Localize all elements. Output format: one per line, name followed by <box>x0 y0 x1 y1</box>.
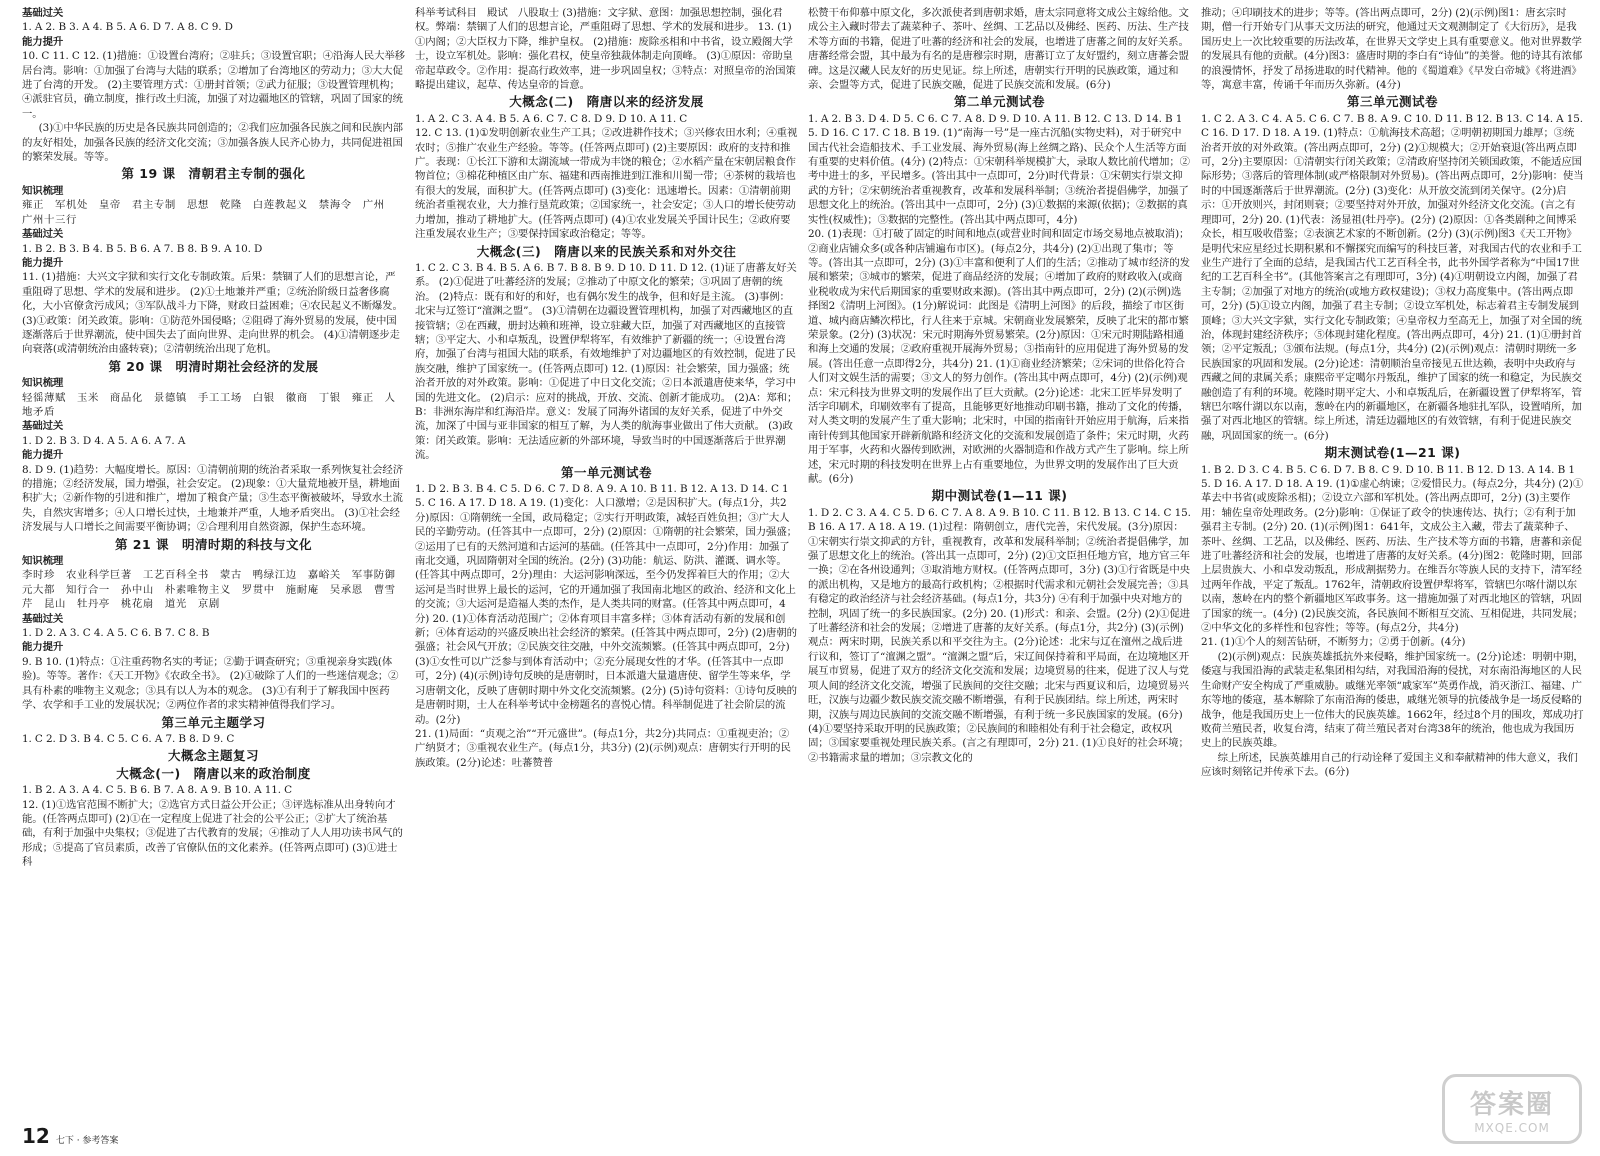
section-subheading: 能力提升 <box>22 641 64 654</box>
watermark-logo <box>1442 1074 1582 1144</box>
answer-line: 1. B 2. D 3. C 4. B 5. C 6. D 7. B 8. C 9. D 10. B 11. B 12. D 13. A 14. B 15. D 16. A 17. D 18. A 19. (1)①虚心纳谏；②爱惜民力。(每点2分，共4分) (2)①革去中书省(或废除丞相)；②设立六部和军机处。(答出两点即可，2分) (3)主要作用：辅佐皇帝处理政务。(2分)影响：①保证了政令的快速传达、执行；②有利于加强君主专制。(2分) 20. (1)(示例)图1：641年，文成公主入藏，带去了蔬菜种子、茶叶、丝绸、工艺品，以及佛经、医药、历法、生产技术等方面的书籍，唐蕃和亲促进了吐蕃经济和社会的发展，也增进了唐蕃的友好关系。(4分)图2：乾隆时期，回部上层贵族大、小和卓发动叛乱，形成割据势力。在维吾尔等族人民的支持下，清军经过两年作战，平定了叛乱。1762年，清朝政府设置伊犁将军，管辖巴尔喀什湖以东以南，葱岭在内的整个新疆地区军政事务。这一措施加强了对西北地区的管辖，巩固了国家的统一。(4分) (2)民族交流，各民族间不断相互交流、互相促进，共同发展；②中华文化的多样性和包容性；等等。(每点2分，共4分) <box>1201 463 1584 635</box>
text-column-3 <box>808 6 1191 1156</box>
answer-paragraph: 8. D 9. (1)趋势：大幅度增长。原因：①清朝前期的统治者采取一系列恢复社会经济的措施；②经济发展，国力增强，社会安定。 (2)现象：①大量荒地被开垦，耕地面积扩大；②新作物的引进和推广，增加了粮食产量；③生态平衡被破坏，导致水土流失，自然灾害增多；④人口增长过快，土地兼并严重，人地矛盾突出。 (3)①社会经济发展与人口增长之间需要平衡协调；②合理利用自然资源，保护生态环境。 <box>22 463 403 534</box>
page-number: 12 <box>22 1124 50 1148</box>
section-heading: 大概念主题复习 <box>167 748 259 764</box>
section-heading: 第二单元测试卷 <box>953 94 1045 110</box>
answer-line: 1. D 2. C 3. A 4. C 5. D 6. C 7. A 8. A 9. B 10. C 11. B 12. B 13. C 14. C 15. B 16. A 17. A 18. A 19. (1)过程：隋朝创立，唐代完善，宋代发展。(3分)原因：①宋朝实行崇文抑武的方针，重视教育，改革和发展科举制；②统治者提倡佛学，加强了思想文化上的统治。(答出其一点即可，2分) (2)①文臣担任地方官，地方官三年一换；②在各州设通判；③取消地方财权。(任答两点即可，3分) (3)①行省既是中央的派出机构，又是地方的最高行政机构；②根据时代需求和元朝社会发展完善；③具有稳定的政治经济与社会经济基础。(每点1分，共3分) ④有利于加强中央对地方的控制，巩固了统一的多民族国家。(2分) 20. (1)形式：和亲、会盟。(2分) (2)①促进了吐蕃经济和社会的发展；②增进了唐蕃的友好关系。(每点1分，共2分) (3)(示例)观点：两宋时期，民族关系以和平交往为主。(2分)论述：北宋与辽在澶州之战后进行议和，签订了“澶渊之盟”。“澶渊之盟”后，宋辽间保持着和平局面，在边境地区开展互市贸易，促进了双方的经济文化交流和发展；边境贸易的往来，促进了汉人与党项人间的经济文化交流，增强了民族间的交往交融；北宋与西夏议和后，边境贸易兴旺，汉族与边疆少数民族交流交融不断增强，有利于民族团结。综上所述，两宋时期，汉族与周边民族间的交流交融不断增强，有利于统一多民族国家的发展。(6分) <box>808 506 1191 721</box>
section-subheading: 基础过关 <box>22 7 64 19</box>
answer-line: 1. D 2. B 3. B 4. C 5. D 6. C 7. D 8. A 9. A 10. B 11. B 12. A 13. D 14. C 15. C 16. A 17. D 18. A 19. (1)变化：人口激增；②是因积扩大。(每点1分，共2分)原因：①隋朝统一全国，政局稳定；②实行开明政策，减轻百姓负担；③广大人民的辛勤劳动。(任答其中一点即可，2分) (2)原因：①隋朝的社会繁荣，国力强盛；②运用了已有的天然河道和古运河的基础。(任答其中一点即可，2分)作用：加强了南北交通，巩固隋朝对全国的统治。(2分) (3)功能：航运、防洪、灌溉、调水等。(任答其中两点即可，2分)理由：大运河影响深远，至今仍发挥着巨大的作用；②大运河是当时世界上最长的运河，它的开通加强了我国南北地区的政治、经济和文化上的交流；③大运河是造福人类的杰作，是人类共同的财富。(任答其中两点即可，4分) 20. (1)①体育活动范围广；②体育项目丰富多样；③体育活动有新的发展和创新；④体育运动的兴盛反映出社会经济的繁荣。(任答其中两点即可，2分) (2)唐朝的强盛；社会风气开放；②民族交往交融，中外交流频繁。(任答其中两点即可，2分) (3)①女性可以广泛参与到体育活动中；②充分展现女性的才华。(任答其中一点即可，2分) (4)(示例)诗句反映的是唐朝时，日本派遣大量遣唐使、留学生等来华，学习唐朝文化，反映了唐朝时期中外文化交流频繁。(2分) (5)诗句资料：①诗句反映的是唐朝时期，士人在科举考试中金榜题名的喜悦心情。科举制促进了社会阶层的流动。(2分) <box>415 483 797 726</box>
answer-paragraph: 11. (1)措施：大兴文字狱和实行文化专制政策。后果：禁锢了人们的思想言论，严重阻碍了思想、学术的发展和进步。 (2)①土地兼并严重；②统治阶级日益奢侈腐化，大小官僚贪污成风；③军队战斗力下降，财政日益困难；④农民起义不断爆发。 (3)①政策：闭关政策。影响：①防范外国侵略；②阻碍了海外贸易的发展，使中国逐渐落后于世界潮流，使中国失去了面向世界、走向世界的机会。 (4)①清朝逐步走向衰落(或清朝统治由盛转衰)；②清朝统治出现了危机。 <box>22 271 403 356</box>
answer-paragraph: (3)①中华民族的历史是各民族共同创造的；②我们应加强各民族之间和民族内部的友好相处，加强各民族的经济文化交流；③加强各族人民齐心协力，共同促进祖国的繁荣发展。等等。 <box>22 122 403 164</box>
answer-line: 1. B 2. A 3. A 4. C 5. B 6. B 7. A 8. A 9. B 10. A 11. C <box>22 784 292 797</box>
keyword-list: 李时珍 农业科学巨著 工艺百科全书 蒙古 鸭绿江边 嘉峪关 军事防御 元大都 知行合一 孙中山 朴素唯物主义 罗贯中 施耐庵 吴承恩 曹雪芹 昆山 牡丹亭 桃花扇 道光 京剧 <box>22 569 407 611</box>
answer-paragraph: 松赞干布仰慕中原文化，多次派使者到唐朝求婚，唐太宗同意将文成公主嫁给他。文成公主入藏时带去了蔬菜种子、茶叶、丝绸、工艺品以及佛经、医药、历法、生产技术等方面的书籍，促进了吐蕃的经济和社会的发展，也增进了唐蕃之间的友好关系。唐蕃经常会盟，其中最为有名的是唐穆宗时期，唐蕃订立了友好盟约，刻立唐蕃会盟碑。这是汉藏人民友好的历史见证。综上所述，唐朝实行开明的民族政策，通过和亲、会盟等方式，促进了民族交融，促进了民族交流和发展。(6分) <box>808 7 1189 92</box>
text-column-1 <box>22 6 405 1156</box>
answer-line: 1. A 2. B 3. D 4. D 5. C 6. C 7. A 8. D 9. D 10. A 11. B 12. C 13. D 14. B 15. D 16. C 17. C 18. B 19. (1)“南海一号”是一座古沉船(实物史料)，对于研究中国古代社会造船技术、手工业发展、海外贸易(海上丝绸之路)、民众个人生活等方面有重要的史料价值。(4分) (2)特点：①宋朝科举规模扩大，录取人数比前代增加；②考中进士的多，平民增多。(答出其中一点即可，2分)时代背景：①宋朝实行崇文抑武的方针；②宋朝统治者重视教育，改革和发展科举制；③统治者提倡佛学，加强了思想文化上的统治。(答出其中一点即可，2分) (3)①数据的来源(依据)；②数据的真实性(权威性)；③数据的完整性。(答出其中两点即可，4分) <box>808 112 1190 226</box>
section-subheading: 能力提升 <box>22 256 64 269</box>
section-subheading: 知识梳理 <box>22 184 64 197</box>
answer-line: 1. C 2. D 3. B 4. C 5. C 6. A 7. B 8. D 9. C <box>22 732 235 745</box>
page-footer <box>22 1124 118 1148</box>
text-column-4 <box>1201 6 1584 1156</box>
answer-paragraph: 10. C 11. C 12. (1)措施：①设置台湾府；②驻兵；③设置官职；④沿海人民大举移居台湾。影响：①加强了台湾与大陆的联系；②增加了台湾地区的劳动力；③大大促进了台湾的开发。 (2)主要管理方式：①册封首领；②武力征服；③设置管理机构；④派驻官员，确立制度，推行改土归流，加强了对边疆地区的管辖，巩固了国家的统一。 <box>22 50 405 120</box>
section-subheading: 知识梳理 <box>22 377 64 390</box>
section-subheading: 基础过关 <box>22 228 64 241</box>
answer-line: 1. D 2. B 3. D 4. A 5. A 6. A 7. A <box>22 434 186 447</box>
section-heading: 大概念(三) 隋唐以来的民族关系和对外交往 <box>476 243 737 259</box>
section-heading: 期末测试卷(1—21 课) <box>1324 445 1461 461</box>
answer-line: 1. C 2. A 3. C 4. A 5. C 6. C 7. B 8. A 9. C 10. D 11. B 12. B 13. C 14. A 15. C 16. D 17. D 18. A 19. (1)特点：①航海技术高超；②明朝初期国力雄厚；③统治者开放的对外政策。(答出两点即可，2分) (2)①规模大；②开始衰退(答出两点即可，2分)主要原因：①清朝实行闭关政策；②清政府坚持闭关锁国政策，不能适应国际形势；③落后的管理体制(或严格限制对外贸易)。(答出两点即可，2分)影响：使当时的中国逐渐落后于世界潮流。(2分) (3)变化：从开放交流到闭关保守。(2分)启示：①开放则兴，封闭则衰；②要坚持对外开放，加强对外经济文化交流。(言之有理即可，2分) 20. (1)代表：汤显祖(牡丹亭)。(2分) (2)原因：①各类剧种之间博采众长，相互吸收借鉴；②表演艺术家的不断创新。(2分) (3)(示例)图3《天工开物》是明代宋应星经过长期积累和不懈探究而编写的科技巨著，对我国古代的农业和手工业生产进行了全面的总结，是我国古代工艺百科全书，此书外国学者称为“中国17世纪的工艺百科全书”。(其他答案言之有理即可，3分) (4)①明朝设立内阁，加强了君主专制；②加强了对地方的统治(或地方政权建设)；③权力高度集中。(答出两点即可，2分) (5)①设立内阁，加强了君主专制；②设立军机处，标志着君主专制发展到顶峰；③大兴文字狱，实行文化专制政策；④皇帝权力至高无上，加强了对全国的统治，体现封建经济秩序；⑤体现封建化程度。(答出两点即可，4分) 21. (1)①册封首领；②平定叛乱；③颁布法规。(每点1分，共4分) (2)(示例)观点：清朝时期统一多民族国家的巩固和发展。(2分)论述：清朝顺治皇帝接见五世达赖，表明中央政府与西藏之间的隶属关系；康熙帝平定噶尔丹叛乱，维护了国家的统一和稳定，为民族交融创造了有利的环境。乾隆时期平定大、小和卓叛乱后，在新疆设置了伊犁将军，管辖巴尔喀什湖以东以南，葱岭在内的新疆地区，在新疆各地驻扎军队，设置哨所，加强了对西北地区的管辖。综上所述，清廷边疆地区的有效管辖，有利于促进民族交融，巩固国家的统一。(6分) <box>1201 112 1584 442</box>
section-subheading: 基础过关 <box>22 612 64 625</box>
section-heading: 第一单元测试卷 <box>560 464 652 480</box>
section-heading: 大概念(二) 隋唐以来的经济发展 <box>509 94 704 110</box>
section-subheading: 能力提升 <box>22 35 64 48</box>
section-subheading: 能力提升 <box>22 449 64 462</box>
page-footer-note: 七下 · 参考答案 <box>55 1136 119 1146</box>
answer-line: 1. D 2. A 3. C 4. A 5. C 6. B 7. C 8. B <box>22 627 210 640</box>
answer-line: 1. B 2. B 3. B 4. B 5. B 6. A 7. B 8. B 9. A 10. D <box>22 242 263 255</box>
section-subheading: 知识梳理 <box>22 555 64 568</box>
section-heading: 第三单元测试卷 <box>1346 94 1438 110</box>
answer-paragraph: 21. (1)局面：“贞观之治”“开元盛世”。(每点1分，共2分)共同点：①重视吏治；②广纳贤才；③重视农业生产。(每点1分，共3分) (2)(示例)观点：唐朝实行开明的民族政策。(2分)论述：吐蕃赞普 <box>415 727 791 769</box>
answer-paragraph: 1. C 2. C 3. B 4. B 5. A 6. B 7. B 8. B 9. D 10. D 11. D 12. (1)证了唐蕃友好关系。 (2)①促进了吐蕃经济的发展；②推动了中原文化的繁荣；③巩固了唐朝的统治。 (2)特点：既有和好的和好，也有偶尔发生的战争，但和好是主流。 (3)事例：北宋与辽签订“澶渊之盟”。 (3)①清朝在边疆设置管理机构，加强了对西藏地区的直接管辖；②在西藏，册封达赖和班禅，设立驻藏大臣，加强了对西藏地区的直接管辖；③平定大、小和卓叛乱，设置伊犁将军，有效维护了新疆的统一；④设置台湾府，加强了台湾与祖国大陆的联系，有效地维护了对边疆地区的有效控制，促进了民族交融，维护了国家统一。(任答两点即可) 12. (1)原因：社会繁荣，国力强盛；统治者开放的对外政策。影响：①促进了中日文化交流；②日本派遣唐使来华，学习中国的先进文化。 (2)启示：应对的挑战，开放、交流、创新才能成功。 (2)A：郑和；B：非洲东海岸和红海沿岸。意义：发展了同海外诸国的友好关系，促进了中外交流，加深了中国与亚非国家的相互了解，为人类的航海事业做出了伟大贡献。 (3)政策：闭关政策。影响：无法适应新的外部环境，导致当时的中国逐渐落后于世界潮流。 <box>415 261 798 462</box>
section-heading: 第 20 课 明清时期社会经济的发展 <box>108 358 319 374</box>
section-heading: 第 19 课 清朝君主专制的强化 <box>121 166 306 182</box>
watermark-sub-text: MXQE.COM <box>1474 1120 1550 1135</box>
section-heading: 第三单元主题学习 <box>161 714 266 730</box>
answer-paragraph: 9. B 10. (1)特点：①注重药物名实的考证；②勤于调查研究；③重视亲身实践(体验)。等等。著作：《天工开物》《农政全书》。 (2)①破除了人们的一些迷信观念；②具有朴素的唯物主义观念；③具有以人为本的观念。 (3)①有利于了解我国中医药学、农学和手工业的发展状况；②两位作者的求实精神值得我们学习。 <box>22 655 399 712</box>
answer-paragraph: 12. (1)①选官范围不断扩大；②选官方式日益公开公正；③评选标准从出身转向才能。(任答两点即可) (2)①在一定程度上促进了社会的公平公正；②扩大了统治基础，有利于加强中央集权；③促进了古代教育的发展；④推动了人人用功读书风气的形成；⑤提高了官员素质，改善了官僚队伍的文化素养。(任答两点即可) (3)①进士科 <box>22 798 403 869</box>
answer-paragraph: (2)(示例)观点：民族英雄抵抗外来侵略，维护国家统一。(2分)论述：明朝中期，倭寇与我国沿海的武装走私集团相勾结，对我国沿海的侵扰，对东南沿海地区的人民生命财产安全构成了严重威胁。戚继光率领“戚家军”英勇作战，消灭浙江、福建、广东等地的倭寇，基本解除了东南沿海的倭患，戚继光领导的抗倭战争是一场反侵略的战争，他是我国历史上一位伟大的民族英雄。1662年，经过8个月的围攻，郑成功打败荷兰殖民者，收复台湾，结束了荷兰殖民者对台湾38年的统治，他也成为我国历史上的民族英雄。 <box>1201 650 1584 750</box>
answer-line: 1. A 2. B 3. A 4. B 5. A 6. D 7. A 8. C 9. D <box>22 21 233 34</box>
answer-paragraph: (4)①要坚持采取开明的民族政策；②民族间的和睦相处有利于社会稳定，政权巩固；③国家要重视处理民族关系。(言之有理即可，2分) 21. (1)①良好的社会环境；②书籍需求量的增加；③宗教文化的 <box>808 722 1189 764</box>
keyword-list: 轻徭薄赋 玉米 商品化 景德镇 手工工场 白银 徽商 丁银 雍正 人地矛盾 <box>22 391 396 418</box>
section-heading: 大概念(一) 隋唐以来的政治制度 <box>116 765 311 781</box>
answer-line: 1. A 2. C 3. A 4. B 5. A 6. C 7. C 8. D 9. D 10. A 11. C <box>415 112 688 125</box>
answer-paragraph: 21. (1)①个人的刻苦钻研，不断努力；②勇于创新。(4分) <box>1201 636 1466 649</box>
section-heading: 第 21 课 明清时期的科技与文化 <box>114 536 313 552</box>
answer-paragraph: 12. C 13. (1)①发明创新农业生产工具；②改进耕作技术；③兴修农田水利；④重视农时；⑤推广农业生产经验。等等。(任答两点即可) (2)主要原因：政府的支持和推广。表现：①长江下游和太湖流域一带成为丰饶的粮仓；②水稻产量在宋朝居粮食作物首位；③棉花种植区由广东、福建和西南推进到江淮和川蜀一带；④茶树的栽培也有很大的发展，面积扩大。(任答两点即可) (3)变化：迅速增长。因素：①清朝前期统治者重视农业，大力推行垦荒政策；②国家统一，社会安定；③人口的增长使劳动力增加，推动了耕地扩大。(任答两点即可) (4)①农业发展关乎国计民生；②政府要注重发展农业生产；③要保持国家政治稳定；等等。 <box>415 127 798 241</box>
answer-paragraph: 综上所述，民族英雄用自己的行动诠释了爱国主义和奉献精神的伟大意义，我们应该时刻铭记并传承下去。(6分) <box>1201 751 1578 779</box>
keyword-list: 雍正 军机处 皇帝 君主专制 思想 乾隆 白莲教起义 禁海令 广州 广州十三行 <box>22 199 396 226</box>
answer-paragraph: 推动；④印刷技术的进步；等等。(答出两点即可，2分) (2)(示例)图1：唐玄宗时期，僧一行开始专门从事天文历法的研究，他通过天文观测制定了《大衍历》，是我国历史上一次比较重要的历法改革，在世界天文学史上具有重要意义。他对世界数学的发展具有他的贡献。(4分)图3：盛唐时期的李白有“诗仙”的美誉。他的诗其有浓郁的浪漫情怀，抒发了昂扬进取的时代精神。他的《蜀道难》《早发白帝城》《将进酒》等，寓意丰富，传诵千年而历久弥新。(4分) <box>1201 7 1583 92</box>
answer-paragraph: 科举考试科目 殿试 八股取士 (3)措施：文字狱、意图：加强思想控制，强化君权。弊端：禁锢了人们的思想言论，严重阻碍了思想、学术的发展和进步。 13. (1)①内阁；②大臣权力下降，维护皇权。 (2)措施：废除丞相和中书省，设立殿阁大学士，设立军机处。影响：强化君权，使皇帝独裁体制走向顶峰。 (3)①原因：帝助皇帝起草政令。②作用：提高行政效率，进一步巩固皇权；③特点：对照皇帝的治国策略提出建议，起草、传达皇帝的旨意。 <box>415 7 796 92</box>
watermark-main-text: 答案圈 <box>1469 1089 1554 1120</box>
section-heading: 期中测试卷(1—11 课) <box>931 488 1068 504</box>
section-subheading: 基础过关 <box>22 420 64 433</box>
text-column-2 <box>415 6 798 1156</box>
answer-paragraph: 20. (1)表现：①打破了固定的时间和地点(或营业时间和固定市场交易地点被取消)；②商业店铺众多(或各种店铺遍布市区)。(每点2分，共4分) (2)①出现了集市；等等。(答出其一点即可，2分) (3)①丰富和便利了人们的生活；②推动了城市经济的发展和繁荣；③城市的繁荣，促进了商品经济的发展；④增加了政府的财政收入(或商业税收成为宋代后期国家的重要财政来源)。(答出其中两点即可，2分) (2)(示例)选择图2《清明上河图》。(1分)解说词：此图是《清明上河图》的后段，描绘了市区街道、城内商店鳞次栉比，行人往来于京城。宋朝商业发展繁荣，反映了北宋的都市繁荣景象。(2分) (3)状况：宋元时期海外贸易繁荣。(2分)原因：①宋元时期陆路相通和海上交通的发展；②政府重视开展海外贸易；③指南针的应用促进了海外贸易的发展。(答出任意一点即得2分，共4分) 21. (1)①商业经济繁荣；②宋词的世俗化符合人们对文娱生活的需要；③文人的努力创作。(答出其中两点即可，4分) (2)(示例)观点：宋元科技为世界文明的发展作出了巨大贡献。(2分)论述：北宋工匠毕昇发明了活字印刷术，印刷效率有了提高，且能够更好地推动印刷书籍，推动了文化的传播，对人类文明的发展产生了重大影响；北宋时，中国的指南针开始应用于航海，后来指南针传到其他国家开辟新航路和经济文化的交流和发展创造了条件；宋元时期，火药用于军事，火药和火器传到欧洲，对欧洲的火器制造和作战方式产生了影响。综上所述，宋元时期的科技发明在世界上占有重要地位，为世界文明的发展作出了巨大贡献。(6分) <box>808 228 1190 485</box>
